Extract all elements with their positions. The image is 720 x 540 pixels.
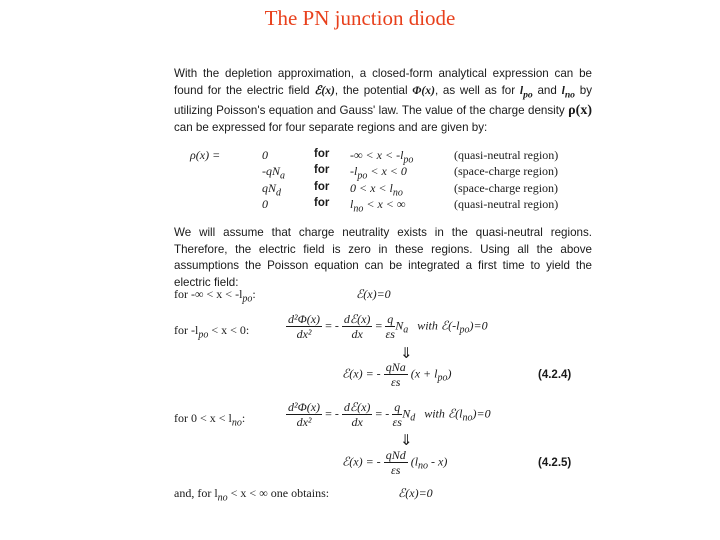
eq2-condition: for $-l_{po} < x < 0$:	[174, 323, 250, 341]
region-row: $-qN_a$ for $-l_{po} < x < 0$ (space-charge region)	[262, 164, 559, 182]
intro-paragraph: With the depletion approximation, a closed-form analytical expression can be found for the electric field ℰ(x), the potential Φ(x), as well as for $l_{po}$ and $l_{no}$ by utilizing Poisson's equation and Gauss' law. The value of the charge density ρ(x) can be expressed for four separate regions and are given by:	[174, 67, 592, 134]
eq1-condition: for -∞ < $x < -l_{po}$:	[174, 287, 256, 305]
eq4-result: ℰ(x)=0	[398, 486, 433, 500]
region-row: $qN_d$ for $0 < x < l_{no}$ (space-charge region)	[262, 180, 559, 198]
equation-number: (4.2.5)	[538, 457, 572, 469]
eq3-poisson: $\frac{\text{d²Φ(x)}}{\text{dx²}}$ = - $\frac{\text{dℰ(x)}}{dx}$ = - $\frac{q}{\varepsilon s}$ $N_d$ with $ℰ(l_{no})=0$	[288, 400, 491, 429]
assumption-paragraph: We will assume that charge neutrality exists in the quasi-neutral regions. Therefore, the electric field is zero in these regions. Using all the above assumptions the Poisson equation can be integrated a first time to yield the electric field:	[174, 226, 592, 289]
region-row: ρ(x) = 0 for -∞ < $x < -l_{po}$ (quasi-neutral region)	[190, 148, 559, 166]
region-row: 0 for $l_{no} < x$ < ∞ (quasi-neutral region)	[262, 196, 559, 215]
electric-field-symbol: ℰ(x)	[314, 83, 335, 97]
charge-density-symbol: ρ(x)	[568, 103, 592, 119]
slide-title: The PN junction diode	[264, 6, 456, 30]
eq4-condition: and, for $l_{no} < x$ < ∞ one obtains:	[174, 486, 330, 504]
implies-arrow-icon: ⇓	[400, 346, 413, 362]
implies-arrow-icon: ⇓	[400, 433, 413, 449]
paper-body	[174, 66, 592, 504]
eq3-condition: for $0 < x < l_{no}$:	[174, 411, 246, 429]
eq1-result: ℰ(x)=0	[356, 287, 391, 301]
equation-number: (4.2.4)	[538, 369, 572, 381]
eq2-result: ℰ(x) = - $\frac{\text{qNa}}{\varepsilon s}$ $(x + l_{po})$	[342, 360, 452, 389]
eq3-result: ℰ(x) = - $\frac{\text{qNd}}{\varepsilon s}$ $(l_{no} - x)$	[342, 448, 448, 477]
charge-density-table	[178, 148, 588, 213]
potential-symbol: Φ(x)	[412, 83, 435, 97]
eq2-poisson: $\frac{\text{d²Φ(x)}}{\text{dx²}}$ = - $\frac{\text{dℰ(x)}}{dx}$ = $\frac{q}{\varepsilon s}$ $N_a$ with $ℰ(-l_{po})=0$	[288, 312, 488, 341]
